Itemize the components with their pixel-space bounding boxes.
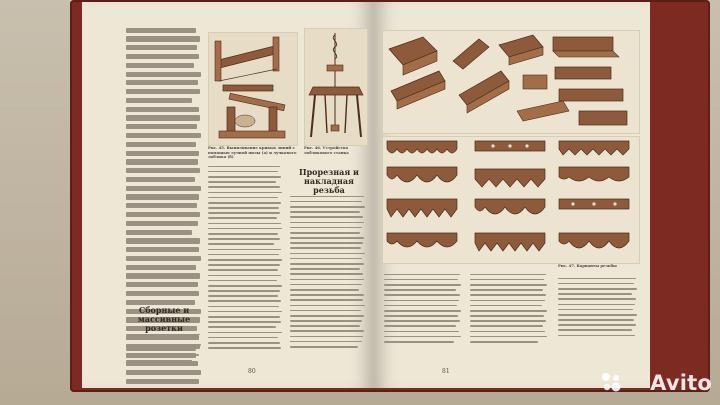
section-heading-openwork: Прорезная и накладная резьба bbox=[299, 167, 359, 195]
jigsaw-stand-drawing bbox=[305, 29, 367, 145]
page-number-left: 80 bbox=[248, 368, 256, 375]
right-page bbox=[374, 2, 650, 388]
carving-blocks-drawing bbox=[383, 31, 639, 133]
ornament-strips-drawing bbox=[383, 137, 639, 263]
left-page bbox=[82, 2, 374, 388]
figure-45-caption: Рис. 45. Выпиливание кривых линий с помощью лучной пилы (а) и лучкового лобзика (б) bbox=[208, 145, 297, 160]
text-column-right-1 bbox=[384, 270, 462, 343]
text-column-3 bbox=[290, 192, 366, 348]
figure-jigsaw-stand bbox=[304, 28, 368, 146]
figure-47-caption: Рис. 47. Варианты резьбы bbox=[558, 263, 617, 268]
avito-logo-icon bbox=[600, 371, 622, 393]
page-number-right: 81 bbox=[442, 368, 450, 375]
avito-watermark: Avito bbox=[650, 371, 712, 395]
text-column-1-bottom bbox=[126, 330, 202, 361]
figure-ornament-strips bbox=[382, 136, 640, 264]
saw-drawing bbox=[209, 33, 297, 145]
text-column-right-2 bbox=[470, 270, 548, 343]
text-column-2 bbox=[208, 162, 282, 349]
figure-carving-blocks bbox=[382, 30, 640, 134]
figure-46-caption: Рис. 46. Устройство лобзикового станка bbox=[304, 145, 349, 155]
figure-saw-illustration bbox=[208, 32, 298, 146]
section-heading-rosettes: Сборные и массивные розетки bbox=[137, 305, 191, 333]
text-column-right-3 bbox=[558, 274, 638, 336]
